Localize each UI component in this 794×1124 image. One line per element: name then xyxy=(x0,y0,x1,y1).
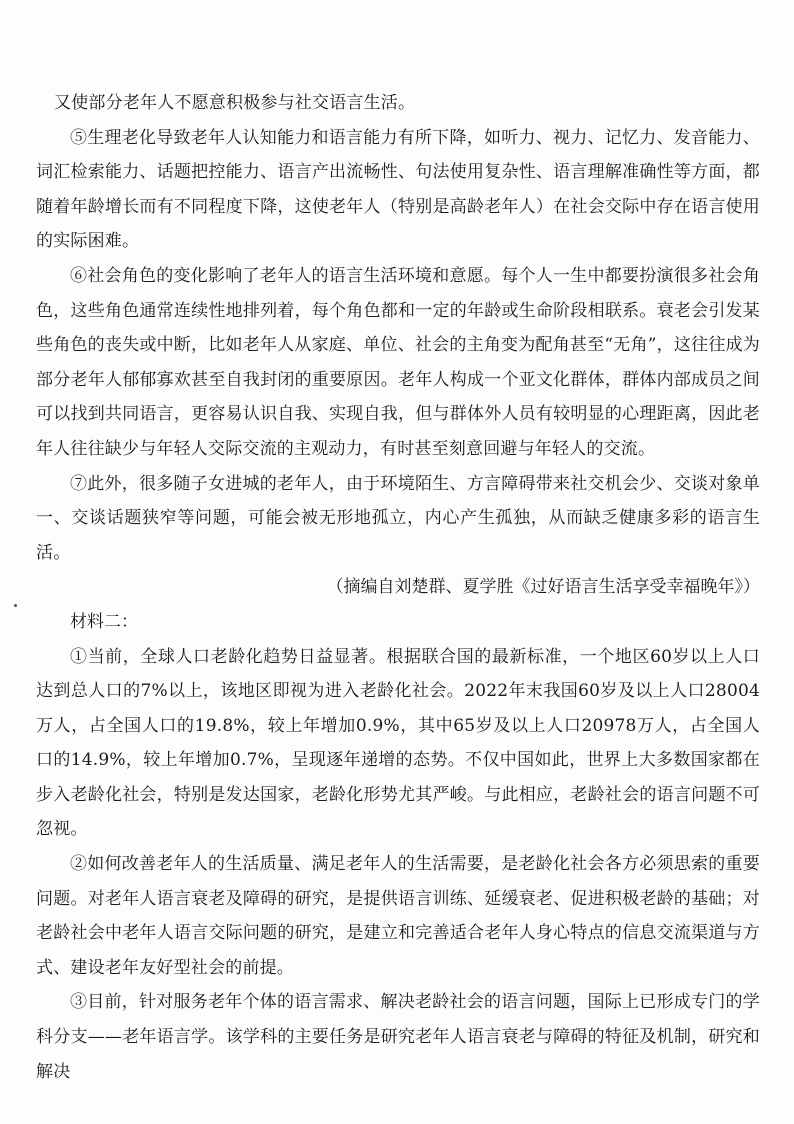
paragraph-5: ⑤生理老化导致老年人认知能力和语言能力有所下降，如听力、视力、记忆力、发音能力、词汇检索能力、话题把控能力、语言产出流畅性、句法使用复杂性、语言理解准确性等方面，都随着年龄增长而有不同程度下降，这使老年人（特别是高龄老年人）在社会交际中存在语言使用的实际困难。 xyxy=(36,127,760,252)
paragraph-continuation: 又使部分老年人不愿意积极参与社交语言生活。 xyxy=(54,93,416,113)
material-paragraph-1: ①当前，全球人口老龄化趋势日益显著。根据联合国的最新标准，一个地区60岁以上人口达到总人口的7%以上，该地区即视为进入老龄化社会。2022年末我国60岁及以上人口28004万人，占全国人口的19.8%，较上年增加0.9%，其中65岁及以上人口20978万人，占全国人口的14.9%，较上年增加0.7%，呈现逐年递增的态势。不仅中国如此，世界上大多数国家都在步入老龄化社会，特别是发达国家，老龄化形势尤其严峻。与此相应，老龄社会的语言问题不可忽视。 xyxy=(36,646,760,840)
paragraph-6: ⑥社会角色的变化影响了老年人的语言生活环境和意愿。每个人一生中都要扮演很多社会角色，这些角色通常连续性地排列着，每个角色都和一定的年龄或生命阶段相联系。衰老会引发某些角色的丧失或中断，比如老年人从家庭、单位、社会的主角变为配角甚至“无角”，这往往成为部分老年人郁郁寡欢甚至自我封闭的重要原因。老年人构成一个亚文化群体，群体内部成员之间可以找到共同语言，更容易认识自我、实现自我，但与群体外人员有较明显的心理距离，因此老年人往往缺少与年轻人交际交流的主观动力，有时甚至刻意回避与年轻人的交流。 xyxy=(36,265,760,459)
paragraph-7: ⑦此外，很多随子女进城的老年人，由于环境陌生、方言障碍带来社交机会少、交谈对象单一、交谈话题狭窄等问题，可能会被无形地孤立，内心产生孤独，从而缺乏健康多彩的语言生活。 xyxy=(36,473,760,563)
material-two-heading: 材料二： xyxy=(70,611,138,632)
material-paragraph-3: ③目前，针对服务老年个体的语言需求、解决老龄社会的语言问题，国际上已形成专门的学科分支——老年语言学。该学科的主要任务是研究老年人语言衰老与障碍的特征及机制，研究和解决 xyxy=(36,992,760,1082)
document-body xyxy=(36,86,760,1089)
material-paragraph-2: ②如何改善老年人的生活质量、满足老年人的生活需要，是老龄化社会各方必须思索的重要问题。对老年人语言衰老及障碍的研究，是提供语言训练、延缓衰老、促进积极老龄的基础；对老龄社会中老年人语言交际问题的研究，是建立和完善适合老年人身心特点的信息交流渠道与方式、建设老年友好型社会的前提。 xyxy=(36,854,760,978)
source-citation: （摘编自刘楚群、夏学胜《过好语言生活享受幸福晚年》） xyxy=(326,577,760,598)
scan-speck xyxy=(14,604,17,607)
